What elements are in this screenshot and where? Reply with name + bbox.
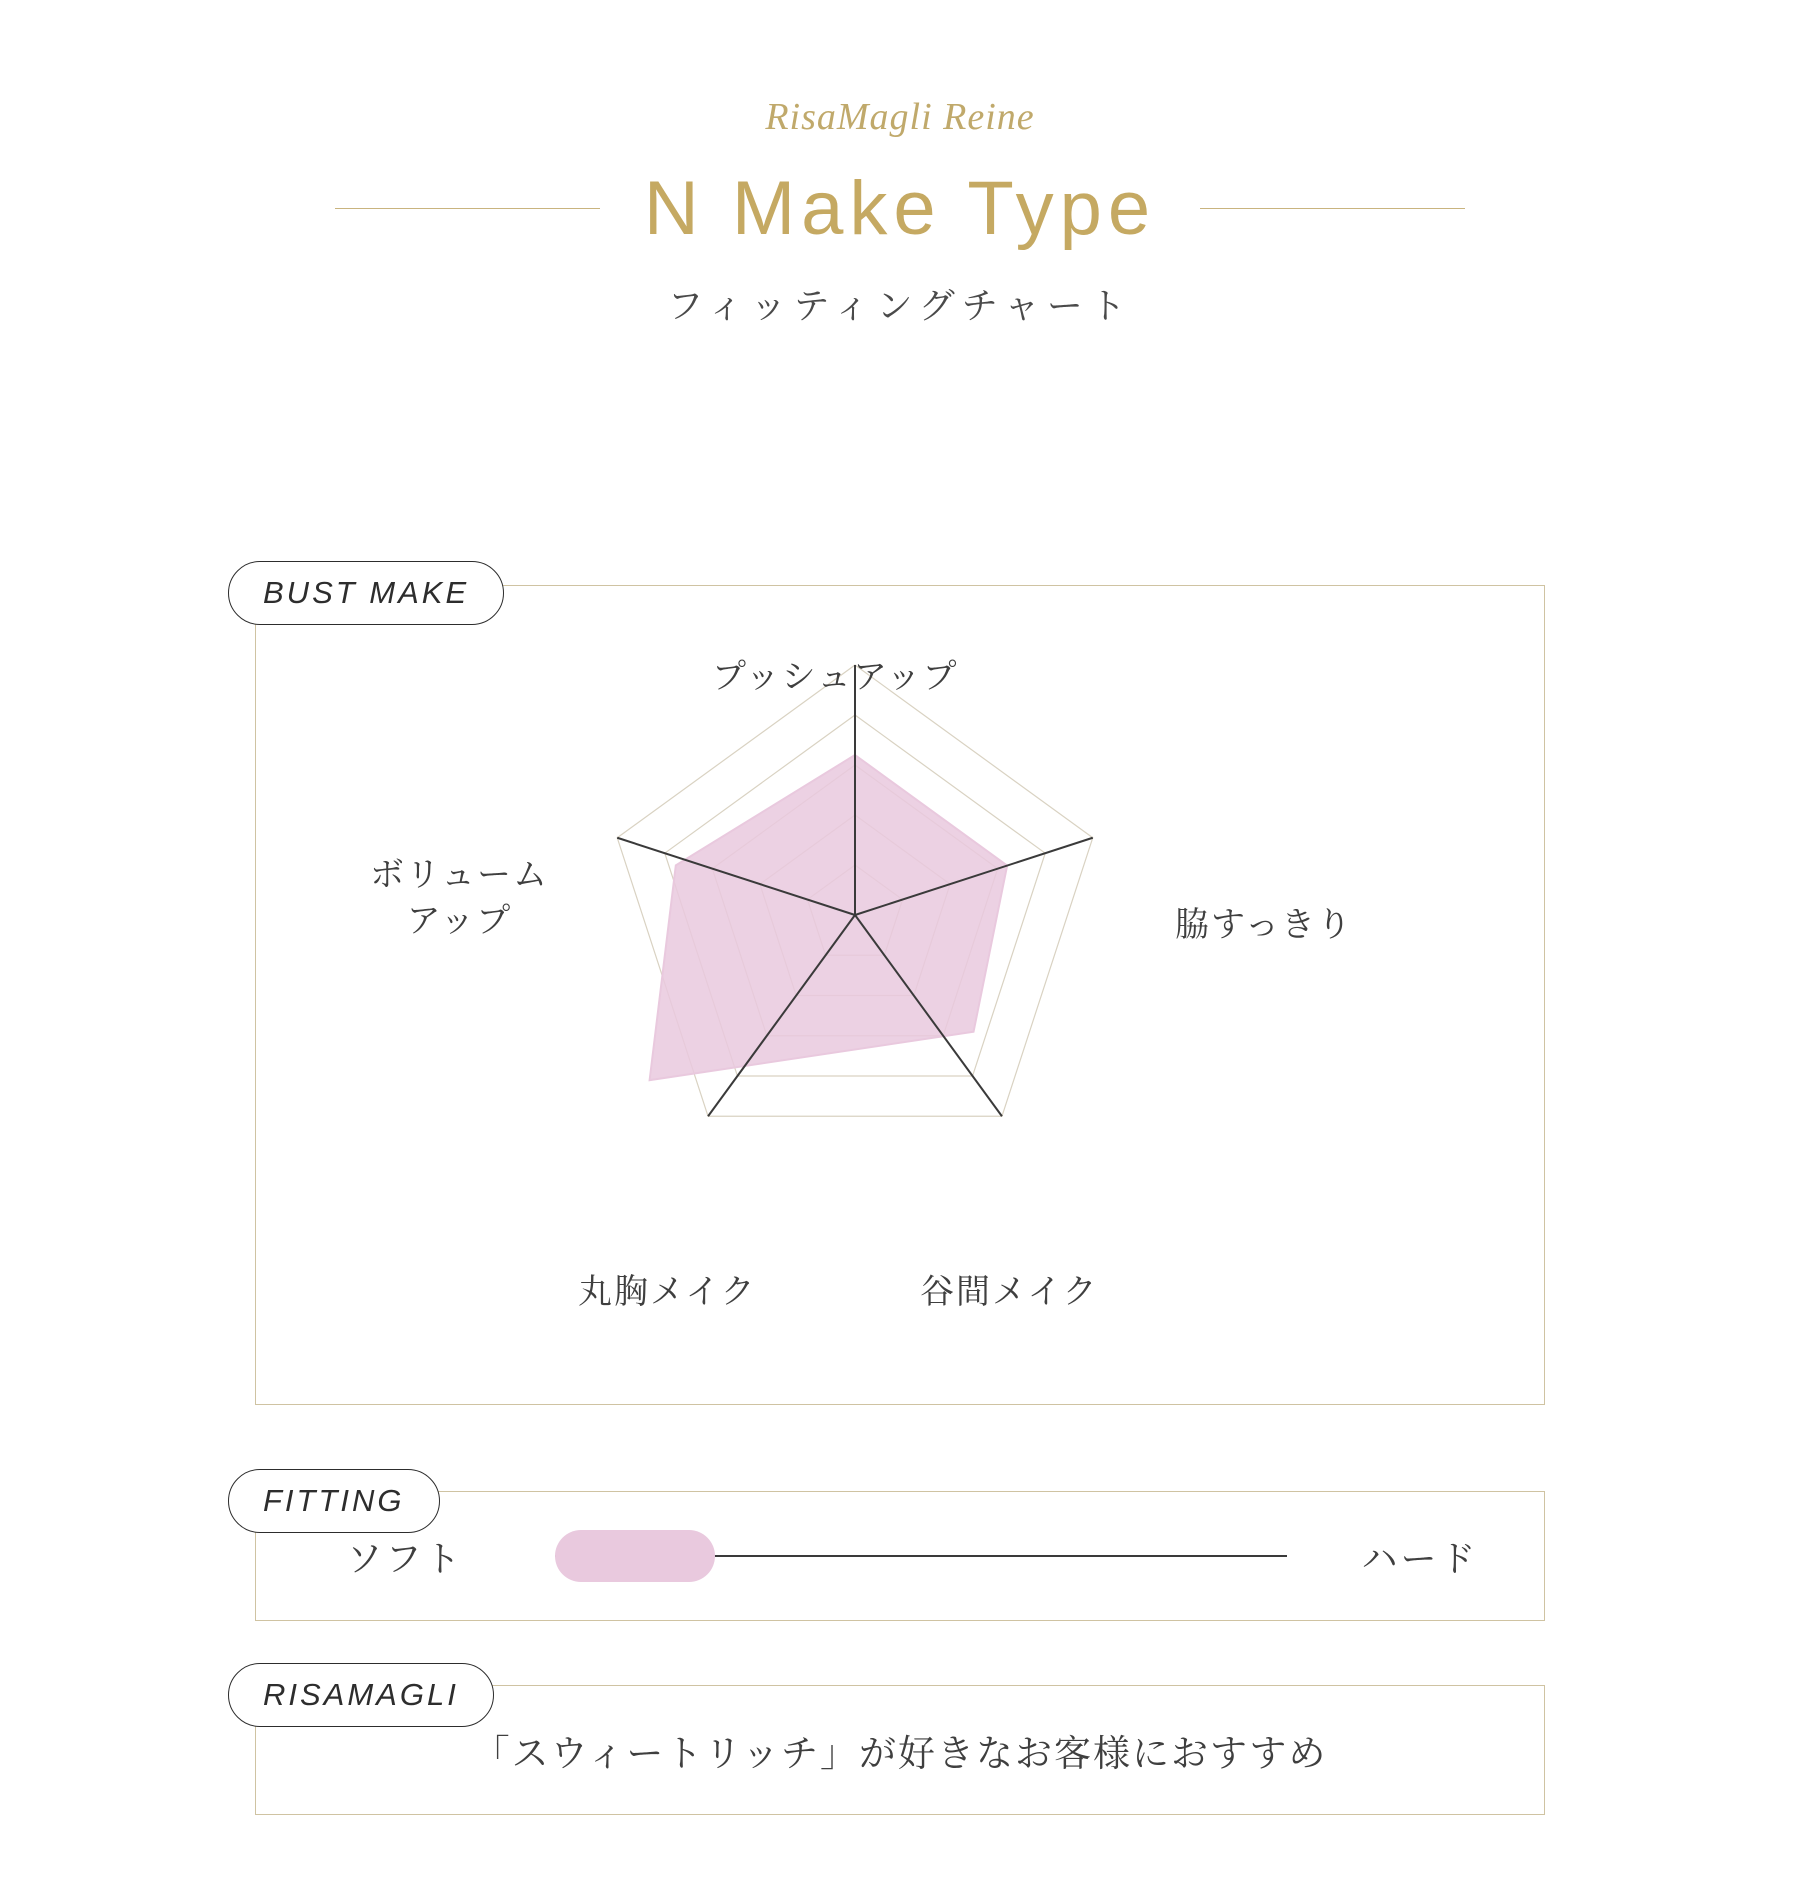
fitting-slider[interactable] xyxy=(555,1526,1295,1586)
radar-axis-label-maru: 丸胸メイク xyxy=(578,1273,757,1311)
radar-chart-svg xyxy=(255,585,1545,1405)
page-subtitle: フィッティングチャート xyxy=(667,285,1133,326)
title-rule-left xyxy=(335,208,600,209)
risamagli-text: 「スウィートリッチ」が好きなお客様におすすめ xyxy=(472,1733,1328,1774)
radar-axis-label-tanima: 谷間メイク xyxy=(920,1273,1099,1311)
radar-axis-label-volume: ボリューム アップ xyxy=(370,856,549,940)
brand-name: RisaMagli Reine xyxy=(765,96,1035,138)
fitting-label: FITTING xyxy=(228,1469,440,1533)
bust-make-label: BUST MAKE xyxy=(228,561,504,625)
radar-axis-label-push-up: プッシュアップ xyxy=(712,658,959,696)
fitting-scale xyxy=(255,1491,1545,1621)
risamagli-label: RISAMAGLI xyxy=(228,1663,494,1727)
title-row xyxy=(0,165,1800,252)
fitting-hard-label: ハード xyxy=(1361,1537,1479,1579)
fitting-soft-label: ソフト xyxy=(346,1537,464,1579)
radar-axis-label-waki: 脇すっきり xyxy=(1175,906,1353,944)
radar-series-area xyxy=(650,755,1008,1080)
title-rule-right xyxy=(1200,208,1465,209)
page-title: N Make Type xyxy=(643,166,1157,251)
radar-chart xyxy=(255,585,1545,1405)
fitting-slider-knob[interactable] xyxy=(555,1530,715,1582)
